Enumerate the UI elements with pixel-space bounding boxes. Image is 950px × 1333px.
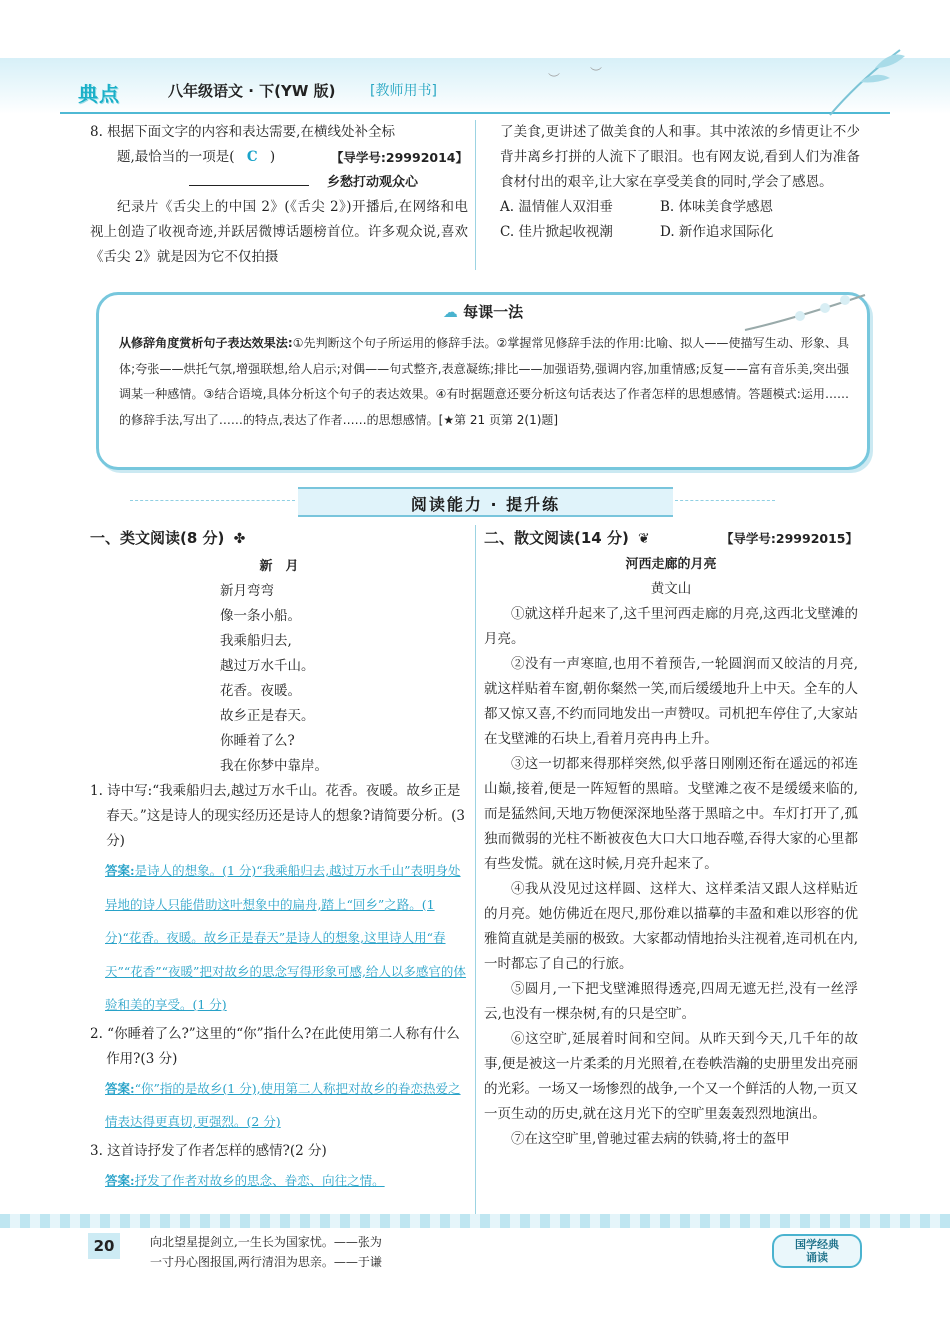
section2-heading-text: 二、散文阅读(14 分) bbox=[484, 529, 629, 547]
essay-title: 河西走廊的月亮 bbox=[625, 557, 717, 572]
q8-blank-line bbox=[189, 171, 309, 186]
banner-rule-right bbox=[675, 500, 775, 501]
essay-paragraph: ⑥这空旷,延展着时间和空间。从昨天到今天,几千年的故事,便是被这一片柔柔的月光照着,在卷帙浩瀚的史册里发出亮丽的光彩。一场又一场惨烈的战争,一个又一个鲜活的人物,一页又一页生动的历史,就在这月光下的空旷里轰轰烈烈地演出。 bbox=[484, 1031, 858, 1122]
essay-paragraph: ④我从没见过这样圆、这样大、这样柔洁又跟人这样贴近的月亮。她仿佛近在咫尺,那份难以描摹的丰盈和难以形容的优雅简直就是美丽的极致。大家都动情地抬头注视着,连司机在内,一时都忘了自己的行旅。 bbox=[484, 881, 858, 972]
page-number: 20 bbox=[88, 1233, 120, 1259]
answer-2 bbox=[90, 1072, 468, 1139]
q8-passage-right: 了美食,更讲述了做美食的人和事。其中浓浓的乡情更让不少背井离乡打拼的人流下了眼泪。也有网友说,看到人们为准备食材付出的艰辛,让大家在享受美食的同时,学会了感恩。 bbox=[500, 124, 860, 190]
section-banner-title: 阅读能力 · 提升练 bbox=[410, 495, 561, 514]
poem-line: 花香。夜暖。 bbox=[220, 683, 301, 699]
section2-guide-number: 【导学号:29992015】 bbox=[720, 531, 858, 546]
answer-1-text: 是诗人的想象。(1 分)“我乘船归去,越过万水千山”表明身处异地的诗人只能借助这叶想象中的扁舟,踏上“回乡”之路。(1 分)“花香。夜暖。故乡正是春天”是诗人的想象,这里诗人用“春天”“花香”“夜暖”把对故乡的思念写得形象可感,给人以多感官的体验和美的享受。(1 分) bbox=[105, 863, 466, 1012]
essay-paragraph: ③这一切都来得那样突然,似乎落日刚刚还衔在遥远的祁连山巅,接着,便是一阵短暂的黑暗。戈壁滩之夜不是缓缓来临的,而是猛然间,天地万物便深深地坠落于黑暗之中。车灯打开了,孤独而微弱的光柱不断被夜色大口大口地吞噬,吞得大家的心里都有些发慌。就在这时候,月亮升起来了。 bbox=[484, 756, 858, 872]
q8-subtitle: 乡愁打动观众心 bbox=[326, 175, 418, 190]
method-text bbox=[119, 331, 849, 433]
q8-passage-left: 纪录片《舌尖上的中国 2》(《舌尖 2》)开播后,在网络和电视上创造了收视奇迹,并跃居微博话题榜首位。许多观众说,喜欢《舌尖 2》就是因为它不仅拍摄 bbox=[90, 199, 468, 265]
essay-paragraph: ⑦在这空旷里,曾驰过霍去病的铁骑,将士的盔甲 bbox=[511, 1131, 790, 1147]
bird-icon: ︶ bbox=[548, 72, 561, 86]
poem-line: 我在你梦中靠岸。 bbox=[220, 758, 328, 774]
q8-subtitle-line bbox=[90, 170, 468, 195]
section2-heading bbox=[484, 526, 858, 552]
footer-logo bbox=[772, 1234, 862, 1268]
question-3: 3. 这首诗抒发了作者怎样的感情?(2 分) bbox=[90, 1142, 327, 1159]
essay-paragraph: ②没有一声寒暄,也用不着预告,一轮圆润而又皎洁的月亮,就这样贴着车窗,朝你粲然一笑,而后缓缓地升上中天。全车的人都又惊又喜,不约而同地发出一声赞叹。司机把车停住了,大家站在戈壁滩的石块上,看着月亮冉冉上升。 bbox=[484, 656, 858, 747]
essay-paragraph: ①就这样升起来了,这千里河西走廊的月亮,这西北戈壁滩的月亮。 bbox=[484, 606, 858, 647]
answer-3-text: 抒发了作者对故乡的思念、眷恋、向往之情。 bbox=[134, 1172, 385, 1188]
poem-line: 越过万水千山。 bbox=[220, 658, 315, 674]
bird-icon: ︶ bbox=[590, 66, 603, 80]
question-2: 2. “你睡着了么?”这里的“你”指什么?在此使用第二人称有什么作用?(3 分) bbox=[90, 1025, 460, 1067]
answer-1 bbox=[90, 854, 468, 1022]
column-divider bbox=[475, 120, 476, 270]
book-title: 八年级语文 · 下(YW 版) bbox=[168, 82, 336, 100]
cloud-icon: ☁ bbox=[442, 303, 458, 321]
footer-quotes bbox=[150, 1232, 382, 1272]
poem-line: 新月弯弯 bbox=[220, 583, 274, 599]
section-banner bbox=[298, 487, 673, 517]
essay-author: 黄文山 bbox=[650, 581, 692, 597]
footer-band bbox=[0, 1214, 950, 1333]
answer-2-text: “你”指的是故乡(1 分),使用第二人称把对故乡的眷恋热爱之情表达得更真切,更强烈。(2 分) bbox=[105, 1080, 461, 1129]
column-divider bbox=[475, 525, 476, 1215]
footer-quote: 一寸丹心图报国,两行清泪为思亲。——于谦 bbox=[150, 1255, 382, 1269]
poem-line: 你睡着了么? bbox=[220, 733, 295, 749]
poem-line: 我乘船归去, bbox=[220, 633, 292, 649]
q8-options-row bbox=[500, 220, 860, 245]
leaf-icon: ❦ bbox=[638, 531, 650, 547]
method-lead: 从修辞角度赏析句子表达效果法: bbox=[119, 336, 293, 350]
section1-heading-text: 一、类文阅读(8 分) bbox=[90, 529, 225, 547]
q8-option: A. 温情催人双泪垂 bbox=[500, 199, 613, 215]
q8-stem-pre: 题,最恰当的一项是( bbox=[117, 149, 235, 165]
header-rule bbox=[60, 112, 890, 114]
poem-line: 故乡正是春天。 bbox=[220, 708, 315, 724]
method-body: ①先判断这个句子所运用的修辞手法。②掌握常见修辞手法的作用:比喻、拟人——使描写生动、形象、具体;夸张——烘托气氛,增强联想,给人启示;对偶——句式整齐,表意凝练;排比——加强语势,强调内容,加重情感;反复——富有音乐美,突出强调某一种感情。③结合语境,具体分析这个句子的表达效果。④有时据题意还要分析这句话表达了作者怎样的思想感情。答题模式:运用……的修辞手法,写出了……的特点,表达了作者……的思想感情。[★第 21 页第 2(1)题] bbox=[119, 336, 849, 427]
question-1: 1. 诗中写:“我乘船归去,越过万水千山。花香。夜暖。故乡正是春天。”这是诗人的现实经历还是诗人的想象?请简要分析。(3 分) bbox=[90, 783, 465, 849]
footer-wave bbox=[0, 1214, 950, 1228]
q8-stem-post: ) bbox=[269, 149, 276, 165]
q8-stem-line1: 8. 根据下面文字的内容和表达需要,在横线处补全标 bbox=[90, 124, 395, 140]
bamboo-leaves-icon bbox=[820, 40, 910, 120]
method-title-text: 每课一法 bbox=[463, 303, 524, 321]
q8-stem-line2 bbox=[90, 145, 468, 170]
footer-quote: 向北望星提剑立,一生长为国家忧。——张为 bbox=[150, 1235, 382, 1249]
q8-option: B. 体味美食学感恩 bbox=[660, 199, 774, 215]
plum-blossom-icon bbox=[740, 290, 870, 340]
section1-heading bbox=[90, 526, 468, 552]
poem-line: 像一条小船。 bbox=[220, 608, 301, 624]
teacher-edition-tag: [教师用书] bbox=[370, 83, 437, 99]
footer-logo-line: 诵读 bbox=[806, 1251, 828, 1264]
poem-body bbox=[90, 579, 468, 779]
essay-paragraph: ⑤圆月,一下把戈壁滩照得透亮,四周无遮无拦,没有一丝浮云,也没有一棵杂树,有的只是空旷。 bbox=[484, 981, 858, 1022]
answer-label: 答案: bbox=[105, 1080, 135, 1096]
q8-option: D. 新作追求国际化 bbox=[660, 224, 774, 240]
q8-guide-number: 【导学号:29992014】 bbox=[330, 150, 468, 165]
answer-3 bbox=[90, 1164, 468, 1198]
footer-logo-line: 国学经典 bbox=[795, 1238, 839, 1251]
clover-icon: ✤ bbox=[233, 531, 246, 547]
q8-answer: C bbox=[246, 149, 258, 165]
answer-label: 答案: bbox=[105, 863, 135, 878]
q8-options-row bbox=[500, 195, 860, 220]
banner-rule-left bbox=[130, 500, 295, 501]
poem-title: 新 月 bbox=[259, 559, 299, 574]
publisher-logo: 典点 bbox=[78, 82, 120, 106]
answer-label: 答案: bbox=[105, 1172, 135, 1188]
q8-option: C. 佳片掀起收视潮 bbox=[500, 224, 613, 240]
